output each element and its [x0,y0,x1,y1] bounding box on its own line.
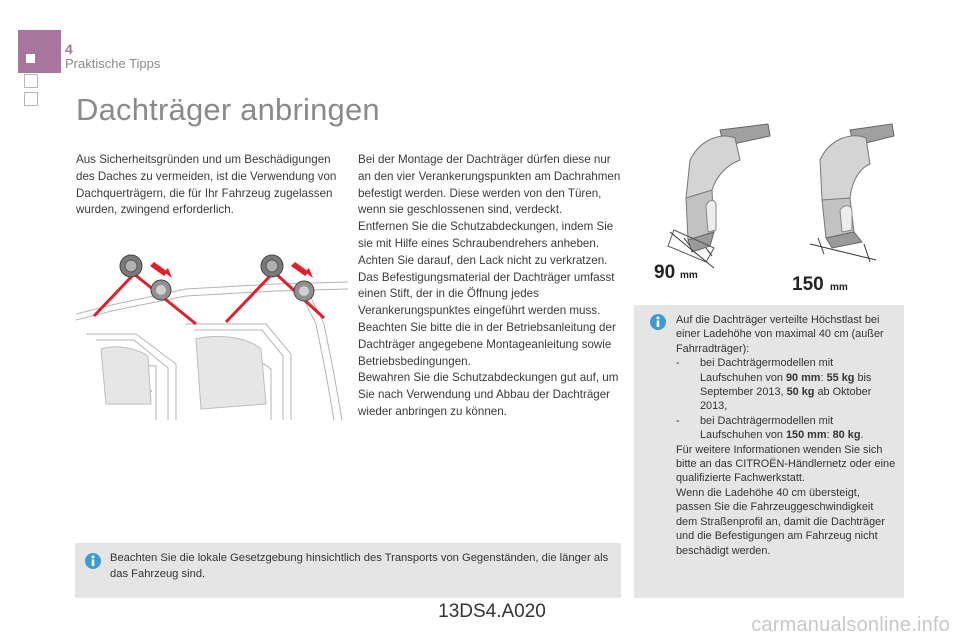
page-number: 4 [65,41,73,57]
instruction-paragraph: Entfernen Sie die Schutzabdeckungen, indem Sie sie mit Hilfe eines Schraubendrehers anheben. Achten Sie darauf, den Lack nicht zu verkratzen. [358,220,614,267]
load-intro: Auf die Dachträger verteilte Höchstlast bei einer Ladehöhe von maximal 40 cm (außer Fahrradträger): [676,314,884,355]
rack-right-value: 150 [792,274,824,295]
watermark: carmanualsonline.info [751,614,950,636]
height-warning: Wenn die Ladehöhe 40 cm übersteigt, passen Sie die Fahrzeuggeschwindigkeit dem Straßenprofil an, damit die Dachträger und die Befestigungen am Fahrzeug nicht beschädigt werden. [676,486,885,557]
foot-size: 90 mm [785,371,821,384]
document-code: 13DS4.A020 [438,601,546,622]
list-item: - bei Dachträgermodellen mit Laufschuhen von 90 mm: 55 kg bis September 2013, 50 kg ab Oktober 2013, [676,357,872,413]
dealer-info: Für weitere Informationen wenden Sie sich bitte an das CITROËN-Händlernetz oder eine qualifizierte Fachwerkstatt. [676,443,896,485]
max-load: 50 kg [786,386,815,399]
rack-left-unit: mm [680,270,698,281]
instruction-paragraph: Das Befestigungsmaterial der Dachträger umfasst einen Stift, der in die Öffnung jedes Verankerungspunktes eingeführt werden muss. [358,270,615,318]
info-icon [650,314,666,330]
instruction-paragraph: Bei der Montage der Dachträger dürfen diese nur an den vier Verankerungspunkten am Dachrahmen befestigt werden. Diese werden von den Türen, wenn sie geschlossenen sind, verdeckt. [358,153,621,217]
chapter-marker-dot [26,54,35,63]
rack-left-value: 90 [654,262,676,283]
list-dash: - [676,414,680,427]
instruction-paragraph: Bewahren Sie die Schutzabdeckungen gut auf, um Sie nach Verwendung und Abbau der Dachträger wieder anbringen zu können. [358,371,619,418]
list-item: - bei Dachträgermodellen mit Laufschuhen von 150 mm: 80 kg. [676,414,864,442]
roof-rack-feet-illustration [640,120,900,298]
chapter-marker [18,30,61,73]
instructions-column [358,152,622,421]
load-info-box [634,305,904,598]
legislation-info-box [75,543,621,598]
section-title: Praktische Tipps [65,56,161,71]
foot-size: 150 mm [785,429,827,442]
chapter-marker-empty-1 [24,74,38,88]
info-icon [85,553,101,569]
rack-right-unit: mm [830,282,848,293]
instruction-paragraph: Beachten Sie bitte die in der Betriebsanleitung der Dachträger angegebene Montageanleitung sowie Betriebsbedingungen. [358,320,616,368]
roof-anchor-diagram [76,244,348,420]
chapter-marker-empty-2 [24,92,38,106]
max-load: 55 kg [826,371,855,384]
intro-paragraph: Aus Sicherheitsgründen und um Beschädigungen des Daches zu vermeiden, ist die Verwendung von Dachquerträgern, die für Ihr Fahrzeug zugelassen wurden, zwingend erforderlich. [76,153,337,217]
page-title: Dachträger anbringen [76,92,380,127]
list-dash: - [676,357,680,370]
legislation-text: Beachten Sie die lokale Gesetzgebung hinsichtlich des Transports von Gegenständen, die länger als das Fahrzeug sind. [110,552,609,580]
max-load: 80 kg [832,429,861,442]
